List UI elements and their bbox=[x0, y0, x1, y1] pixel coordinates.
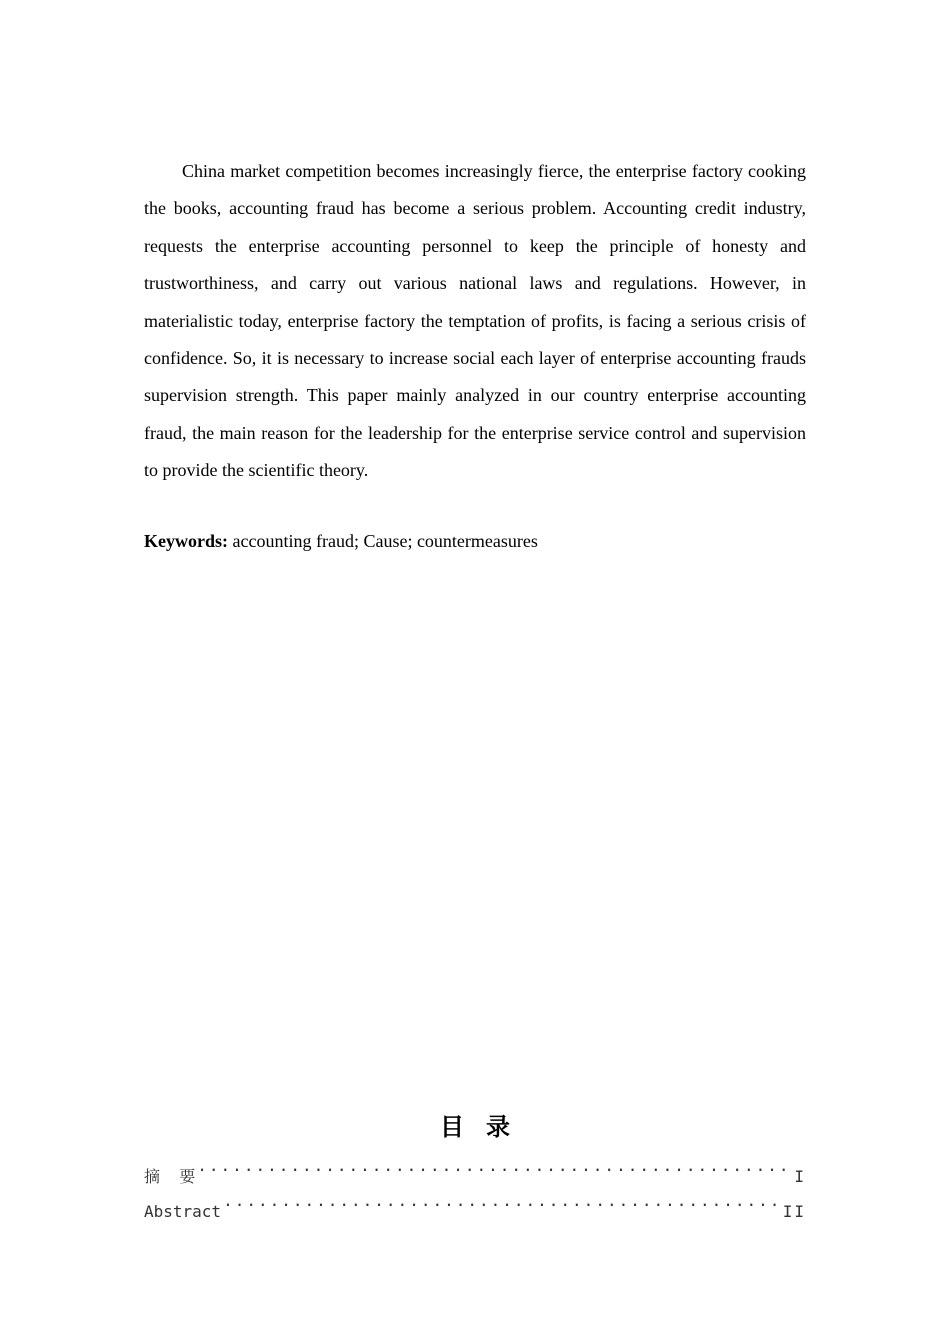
toc-dot-leader bbox=[223, 1185, 781, 1217]
toc-title: 目录 bbox=[440, 1115, 532, 1141]
keywords-line bbox=[144, 526, 806, 556]
table-of-contents bbox=[144, 1150, 806, 1220]
toc-entry-page: I bbox=[794, 1167, 806, 1186]
toc-entry-page: II bbox=[782, 1202, 806, 1221]
keywords-text: accounting fraud; Cause; countermeasures bbox=[228, 531, 538, 551]
keywords-label: Keywords: bbox=[144, 531, 228, 551]
toc-entry-abstract-cn[interactable] bbox=[144, 1150, 806, 1185]
toc-entry-abstract-en[interactable] bbox=[144, 1185, 806, 1220]
toc-entry-label: 摘 要 bbox=[144, 1167, 196, 1186]
abstract-paragraph: China market competition becomes increasingly fierce, the enterprise factory cooking the books, accounting fraud has become a serious problem. Accounting credit industry, requests the enterprise accounting personnel to keep the principle of honesty and trustworthiness, and carry out various national laws and regulations. However, in materialistic today, enterprise factory the temptation of profits, is facing a serious crisis of confidence. So, it is necessary to increase social each layer of enterprise accounting frauds supervision strength. This paper mainly analyzed in our country enterprise accounting fraud, the main reason for the leadership for the enterprise service control and supervision to provide the scientific theory. bbox=[144, 161, 806, 481]
toc-entry-label: Abstract bbox=[144, 1202, 222, 1221]
toc-dot-leader bbox=[197, 1150, 792, 1182]
